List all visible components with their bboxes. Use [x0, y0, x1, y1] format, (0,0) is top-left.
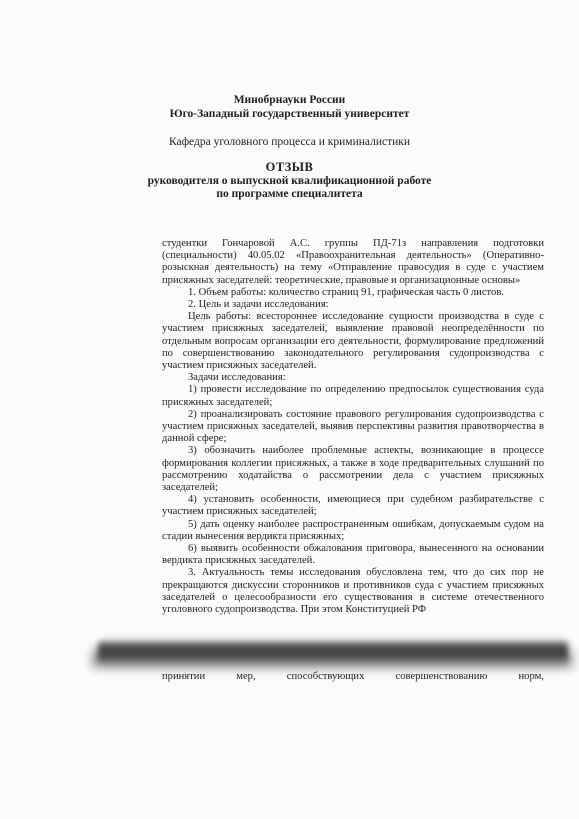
document-title: ОТЗЫВ — [265, 160, 314, 174]
last-line-word: норм, — [518, 671, 544, 682]
goals-heading: 2. Цель и задачи исследования: — [188, 299, 329, 311]
document-subtitle-line1: руководителя о выпускной квалификационной работе — [147, 175, 432, 187]
tasks-heading: Задачи исследования: — [188, 372, 286, 384]
university-name: Юго-Западный государственный университет — [169, 108, 410, 120]
ministry-name: Минобрнауки России — [233, 94, 346, 106]
document-subtitle-line2: по программе специалитета — [216, 188, 363, 200]
task-item-1: 1) провести исследование по определению предпосылок существования суда присяжных заседателей; — [162, 384, 544, 408]
last-line-word: принятии — [162, 671, 206, 682]
work-volume-paragraph: 1. Объем работы: количество страниц 91, графическая часть 0 листов. — [188, 286, 504, 298]
task-item-2: 2) проанализировать состояние правового регулирования судопроизводства с участием присяжных заседателей, выявив перспективы развития правотворчества в данной сфере; — [162, 408, 544, 445]
last-visible-line — [162, 671, 544, 682]
review-body — [162, 238, 544, 616]
task-item-6: 6) выявить особенности обжалования приговора, вынесенного на основании вердикта присяжных заседателей. — [162, 543, 544, 567]
relevance-paragraph: 3. Актуальность темы исследования обусловлена тем, что до сих пор не прекращаются дискуссии сторонников и противников суда с участием присяжных заседателей о целесообразности его существования в системе отечественного уголовного судопроизводства. При этом Конституцией РФ — [162, 567, 544, 616]
last-line-word: мер, — [236, 671, 256, 682]
department-name: Кафедра уголовного процесса и криминалистики — [168, 136, 411, 148]
last-line-word: способствующих — [286, 671, 365, 682]
goal-paragraph: Цель работы: всестороннее исследование сущности производства в суде с участием присяжных заседателей, выявление правовой неопределённости по отдельным вопросам организации его деятельности, формулирование предложений по совершенствованию законодательного регулирования судопроизводства с участием присяжных заседателей. — [162, 311, 544, 372]
task-item-4: 4) установить особенности, имеющиеся при судебном разбирательстве с участием присяжных заседателей; — [162, 494, 544, 518]
intro-paragraph: студентки Гончаровой А.С. группы ПД-71з направления подготовки (специальности) 40.05.02 «Правоохранительная деятельность» (Оперативно-розыскная деятельность) на тему «Отправление правосудия в суде с участием присяжных заседателей: теоретические, правовые и организационные основы» — [162, 238, 544, 286]
task-item-5: 5) дать оценку наиболее распространенным ошибкам, допускаемым судом на стадии вынесения вердикта присяжных; — [162, 518, 544, 542]
task-item-3: 3) обозначить наиболее проблемные аспекты, возникающие в процессе формирования коллегии присяжных, а также в ходе предварительных слушаний по рассмотрению ходатайства о рассмотрении дела с участием присяжных заседателей; — [162, 445, 544, 494]
last-line-word: совершенствованию — [395, 671, 488, 682]
scan-smudge-dark — [98, 638, 568, 664]
